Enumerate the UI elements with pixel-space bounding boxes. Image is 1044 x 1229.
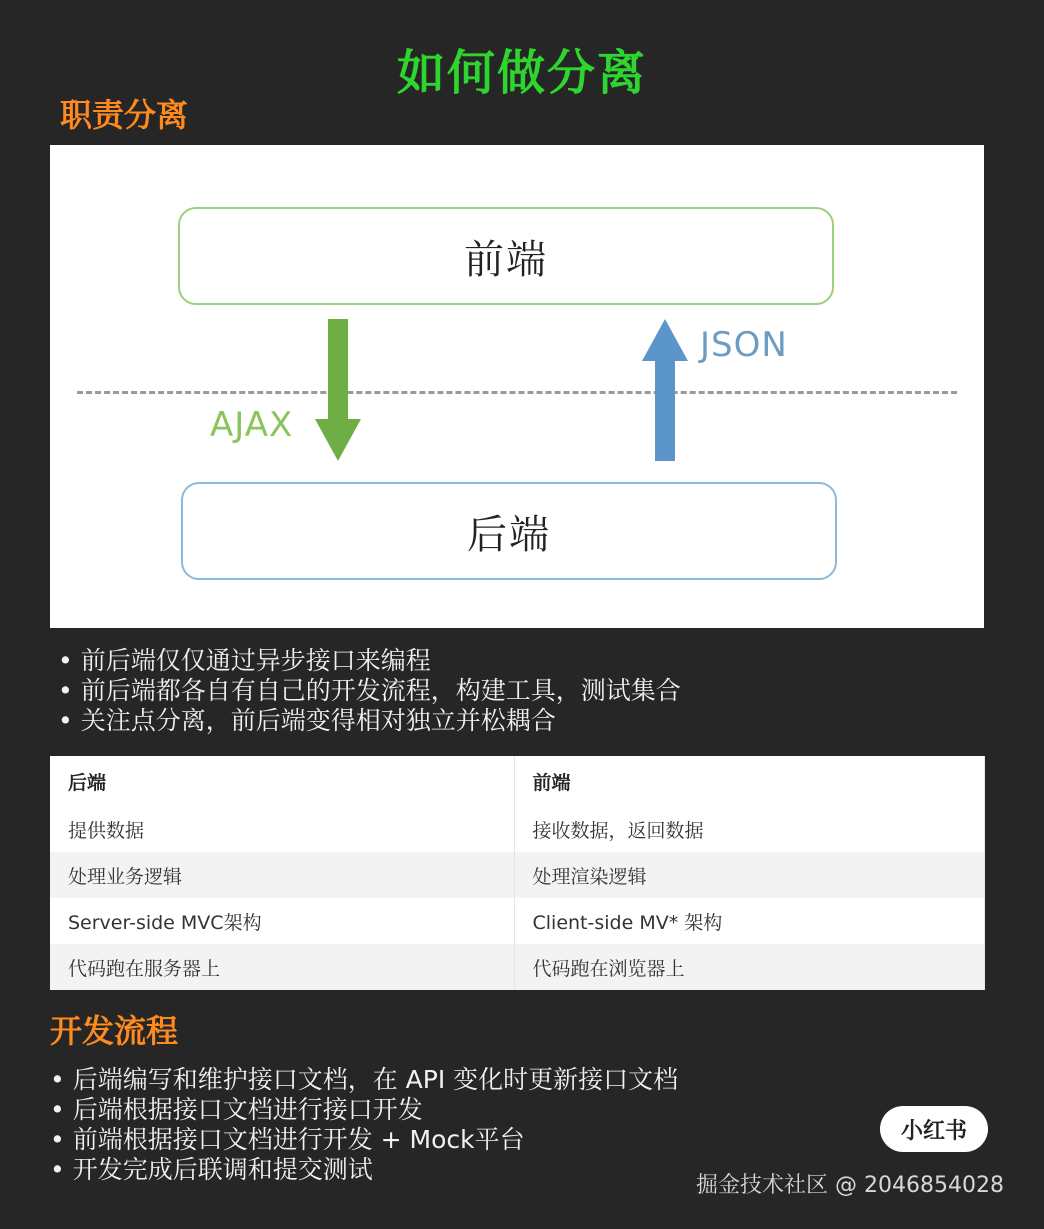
list-item: • 后端根据接口文档进行接口开发 [50,1095,423,1124]
table-header-row [50,756,984,806]
xiaohongshu-logo-badge: 小红书 [880,1106,988,1152]
boundary-dashed-line [77,391,957,394]
list-item: • 前端根据接口文档进行开发 + Mock平台 [50,1125,525,1154]
list-item: • 关注点分离，前后端变得相对独立并松耦合 [58,706,556,735]
ajax-label: AJAX [210,405,294,445]
section-title-dev-process: 开发流程 [50,1012,179,1050]
table-cell: 代码跑在服务器上 [50,944,514,990]
table-cell: 处理渲染逻辑 [514,852,984,898]
table-cell: 接收数据，返回数据 [514,806,984,852]
ajax-down-arrow-icon [315,319,361,461]
table-cell: Server-side MVC架构 [50,898,514,944]
list-item: • 后端编写和维护接口文档，在 API 变化时更新接口文档 [50,1065,679,1094]
backend-frontend-comparison-table [50,756,985,990]
table-row [50,852,984,898]
table-cell: 代码跑在浏览器上 [514,944,984,990]
json-up-arrow-icon [642,319,688,461]
backend-box [181,482,837,580]
table-cell: Client-side MV* 架构 [514,898,984,944]
section-title-responsibility: 职责分离 [60,96,189,134]
separation-diagram [50,145,984,628]
table-cell: 处理业务逻辑 [50,852,514,898]
dev-process-bullet-list [50,1065,678,1185]
list-item: • 开发完成后联调和提交测试 [50,1155,373,1184]
watermark-text: 掘金技术社区 @ 2046854028 [696,1173,1004,1198]
table-row [50,806,984,852]
list-item: • 前后端仅仅通过异步接口来编程 [58,646,431,675]
page-title: 如何做分离 [396,45,647,101]
json-label: JSON [700,325,788,365]
frontend-box-label: 前端 [464,236,548,283]
table-row [50,898,984,944]
responsibility-bullet-list [58,646,681,736]
table-cell: 提供数据 [50,806,514,852]
table-header-frontend: 前端 [514,756,984,806]
frontend-box [178,207,834,305]
table-header-backend: 后端 [50,756,514,806]
table-row [50,944,984,990]
list-item: • 前后端都各自有自己的开发流程，构建工具，测试集合 [58,676,681,705]
backend-box-label: 后端 [467,511,551,558]
